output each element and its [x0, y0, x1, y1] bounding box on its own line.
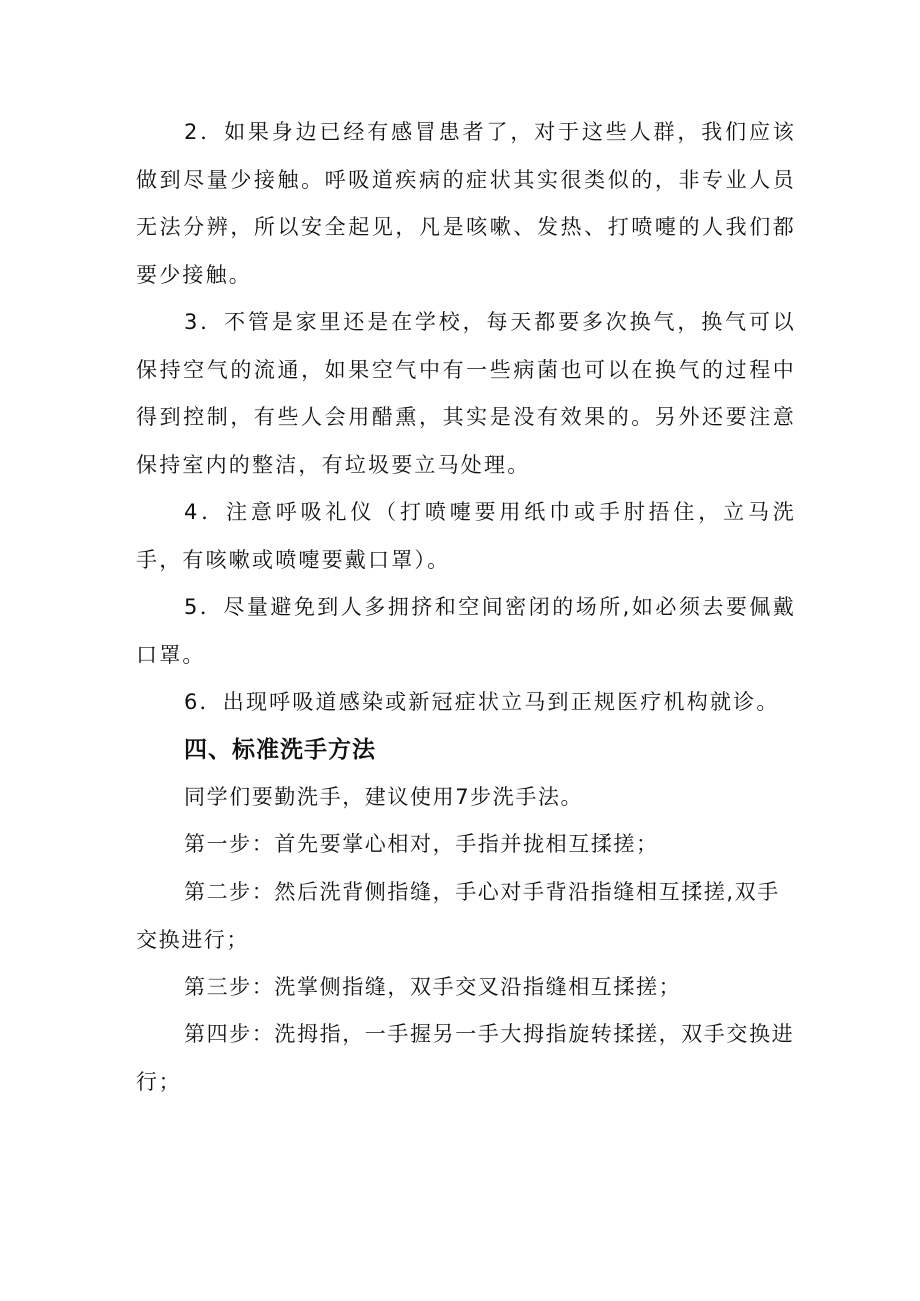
handwash-step-1: 第一步：首先要掌心相对，手指并拢相互揉搓；: [184, 832, 659, 856]
section-heading: 四、标准洗手方法: [184, 737, 376, 763]
paragraph-item-4: 4．注意呼吸礼仪（打喷嚏要用纸巾或手肘捂住，立马洗手，有咳嗽或喷嚏要戴口罩）。: [136, 500, 796, 572]
handwash-step-4: 第四步：洗拇指，一手握另一手大拇指旋转揉搓，双手交换进行；: [136, 1022, 795, 1094]
handwash-step-2: 第二步：然后洗背侧指缝，手心对手背沿指缝相互揉搓,双手交换进行；: [136, 880, 780, 952]
paragraph-item-2: 2．如果身边已经有感冒患者了，对于这些人群，我们应该做到尽量少接触。呼吸道疾病的症状其实很类似的，非专业人员无法分辨，所以安全起见，凡是咳嗽、发热、打喷嚏的人我们都要少接触。: [136, 120, 796, 287]
paragraph-item-3: 3．不管是家里还是在学校，每天都要多次换气，换气可以保持空气的流通，如果空气中有一些病菌也可以在换气的过程中得到控制，有些人会用醋熏，其实是没有效果的。另外还要注意保持室内的整洁，有垃圾要立马处理。: [136, 310, 796, 477]
paragraph-item-6: 6．出现呼吸道感染或新冠症状立马到正规医疗机构就诊。: [184, 690, 780, 714]
handwash-step-3: 第三步：洗掌侧指缝，双手交叉沿指缝相互揉搓；: [184, 975, 682, 999]
paragraph-item-5: 5．尽量避免到人多拥挤和空间密闭的场所,如必须去要佩戴口罩。: [136, 595, 796, 667]
handwash-intro: 同学们要勤洗手，建议使用7步洗手法。: [184, 785, 584, 809]
